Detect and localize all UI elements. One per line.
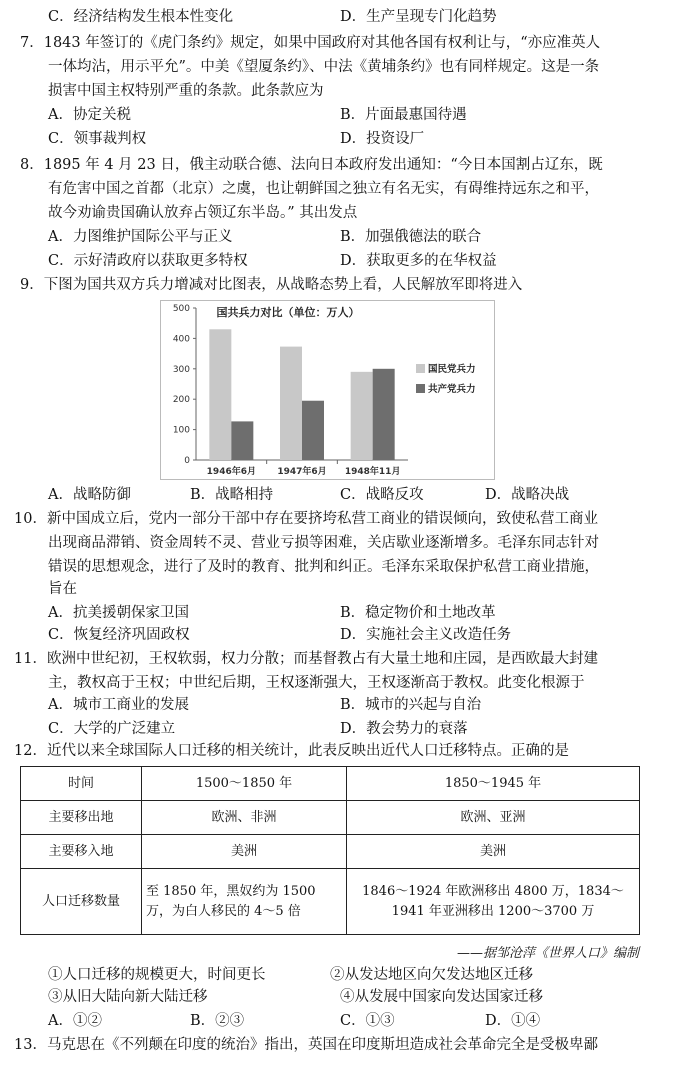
table-cell: 主要移入地 [21,835,142,869]
q9-option-c: C．战略反攻 [340,487,424,503]
q8-option-b: B．加强俄德法的联合 [340,229,482,245]
table-row [21,869,640,935]
table-cell: 人口迁移数量 [21,869,142,935]
table-row [21,835,640,869]
table-source-note: ——据邹沧萍《世界人口》编制 [456,946,639,961]
table-header-cell: 1850～1945 年 [347,767,640,801]
q10-stem-line-4: 旨在 [48,581,77,597]
q9-option-b: B．战略相持 [190,487,274,503]
legend-label: 共产党兵力 [428,384,476,395]
q7-stem-line-3: 损害中国主权特别严重的条款。此条款应为 [48,83,324,99]
q12-item-4: ④从发展中国家向发达国家迁移 [340,989,543,1005]
table-row [21,801,640,835]
q12-item-3: ③从旧大陆向新大陆迁移 [48,989,208,1005]
q10-option-b: B．稳定物价和土地改革 [340,605,496,621]
q8-stem-line-1: 8．1895 年 4 月 23 日，俄主动联合德、法向日本政府发出通知：“今日本国割占辽东，既 [20,157,603,173]
table-cell: 主要移出地 [21,801,142,835]
y-tick-label: 0 [184,456,190,466]
q13-stem: 13．马克思在《不列颠在印度的统治》指出，英国在印度斯坦造成社会革命完全是受极卑鄙 [14,1037,598,1053]
q7-option-b: B．片面最惠国待遇 [340,107,467,123]
x-tick-label: 1948年11月 [344,467,401,477]
q11-option-c: C．大学的广泛建立 [48,721,176,737]
q12-option-d: D．①④ [485,1013,541,1029]
q8-stem-line-3: 故今劝谕贵国确认放弃占领辽东半岛。” 其出发点 [48,205,358,221]
x-tick-label: 1946年6月 [206,467,256,477]
table-cell: 美洲 [347,835,640,869]
q8-option-a: A．力图维护国际公平与正义 [48,229,233,245]
legend-swatch [416,364,425,373]
q11-option-b: B．城市的兴起与自治 [340,697,482,713]
q10-option-c: C．恢复经济巩固政权 [48,627,190,643]
legend-label: 国民党兵力 [428,364,476,375]
y-tick-label: 400 [172,334,190,345]
bar-cpc [373,369,395,460]
table-header-row [21,767,640,801]
q7-option-a: A．协定关税 [48,107,131,123]
q12-item-2: ②从发达地区向欠发达地区迁移 [330,967,533,983]
y-tick-label: 100 [172,425,190,436]
q9-option-d: D．战略决战 [485,487,570,503]
y-tick-label: 200 [172,395,190,406]
bar-kmt [209,329,231,460]
q12-option-a: A．①② [48,1013,102,1029]
q11-option-d: D．教会势力的衰落 [340,721,468,737]
q12-item-1: ①人口迁移的规模更大，时间更长 [48,967,266,983]
bar-cpc [231,421,253,460]
chart-title: 国共兵力对比（单位：万人） [216,306,360,319]
q8-option-c: C．示好清政府以获取更多特权 [48,253,248,269]
q6-option-d: D．生产呈现专门化趋势 [340,9,497,25]
q10-option-d: D．实施社会主义改造任务 [340,627,512,643]
q6-option-c: C．经济结构发生根本性变化 [48,9,234,25]
q7-stem-line-1: 7．1843 年签订的《虎门条约》规定，如果中国政府对其他各国有权利让与，“亦应准英人 [20,35,601,51]
q9-option-a: A．战略防御 [48,487,131,503]
table-cell: 欧洲、非洲 [142,801,347,835]
q11-stem-line-2: 主，教权高于王权；中世纪后期，王权逐渐强大，王权逐渐高于教权。此变化根源于 [48,675,585,691]
q8-option-d: D．获取更多的在华权益 [340,253,497,269]
q7-stem-line-2: 一体均沾，用示平允”。中美《望厦条约》、中法《黄埔条约》也有同样规定。这是一条 [48,59,600,75]
q10-option-a: A．抗美援朝保家卫国 [48,605,189,621]
bar-cpc [302,401,324,460]
table-header-cell: 1500～1850 年 [142,767,347,801]
q9-stem: 9．下图为国共双方兵力增减对比图表，从战略态势上看，人民解放军即将进入 [20,277,523,293]
bar-kmt [351,372,373,460]
q10-stem-line-2: 出现商品滞销、资金周转不灵、营业亏损等困难，关店歇业逐渐增多。毛泽东同志针对 [48,535,599,551]
q12-option-c: C．①③ [340,1013,395,1029]
y-tick-label: 300 [172,364,190,375]
table-header-cell: 时间 [21,767,142,801]
migration-table [20,766,640,935]
y-tick-label: 500 [172,304,190,314]
force-comparison-chart [160,300,495,480]
bar-kmt [280,347,302,460]
q12-option-b: B．②③ [190,1013,245,1029]
table-cell: 1846～1924 年欧洲移出 4800 万，1834～1941 年亚洲移出 1200～3700 万 [347,869,640,935]
q10-stem-line-3: 错误的思想观念，进行了及时的教育、批判和纠正。毛泽东采取保护私营工商业措施， [48,559,599,575]
table-cell: 美洲 [142,835,347,869]
table-cell: 至 1850 年，黑奴约为 1500 万，为白人移民的 4～5 倍 [142,869,347,935]
q7-option-c: C．领事裁判权 [48,131,147,147]
q11-option-a: A．城市工商业的发展 [48,697,189,713]
q7-option-d: D．投资设厂 [340,131,425,147]
q11-stem-line-1: 11．欧洲中世纪初，王权软弱，权力分散；而基督教占有大量土地和庄园，是西欧最大封建 [14,651,598,667]
legend-swatch [416,384,425,393]
q12-stem: 12．近代以来全球国际人口迁移的相关统计，此表反映出近代人口迁移特点。正确的是 [14,743,569,759]
x-tick-label: 1947年6月 [277,467,327,477]
q10-stem-line-1: 10．新中国成立后，党内一部分干部中存在要挤垮私营工商业的错误倾向，致使私营工商业 [14,511,598,527]
q8-stem-line-2: 有危害中国之首都（北京）之虞，也让朝鲜国之独立有名无实，有碍维持远东之和平， [48,181,599,197]
table-cell: 欧洲、亚洲 [347,801,640,835]
